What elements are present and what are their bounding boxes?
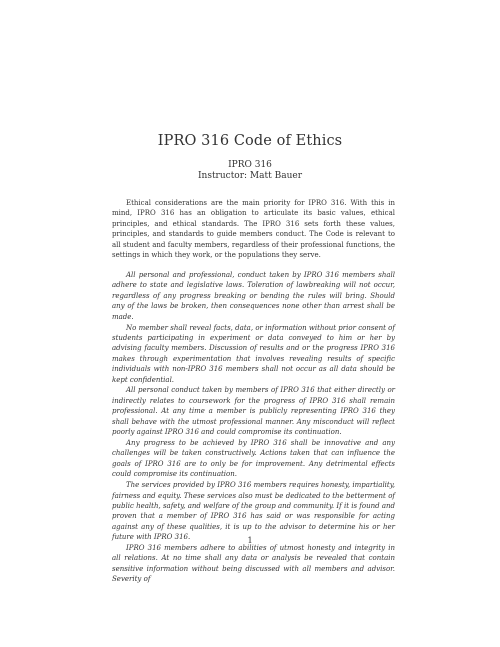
document-title: IPRO 316 Code of Ethics <box>157 133 343 149</box>
intro-section <box>112 198 395 260</box>
clause-professional-conduct: All personal conduct taken by members of IPRO 316 that either directly or indirectly relates to coursework for the progress of IPRO 316 shall remain professional. At any time a member is publicly representing IPRO 316 they shall behave with the utmost professional manner. Any misconduct will reflect poorly against IPRO 316 and could compromise its continuation. <box>112 386 395 437</box>
page-number: 1 <box>247 536 253 545</box>
instructor-name: Instructor: Matt Bauer <box>197 171 303 181</box>
clause-confidentiality: No member shall reveal facts, data, or information without prior consent of students participating in experiment or data conveyed to him or her by advising faculty members. Discussion of results and or the progress IPRO 316 makes through experimentation that involves revealing results of specific individuals with non-IPRO 316 members shall not occur as all data should be kept confidential. <box>112 323 395 384</box>
clause-honesty-integrity: IPRO 316 members adhere to abilities of utmost honesty and integrity in all relations. At no time shall any data or analysis be revealed that contain sensitive information without being discussed with all members and advisor. Severity of <box>112 544 395 584</box>
intro-paragraph: Ethical considerations are the main priority for IPRO 316. With this in mind, IPRO 316 has an obligation to articulate its basic values, ethical principles, and ethical standards. The IPRO 316 sets forth these values, principles, and standards to guide members conduct. The Code is relevant to all student and faculty members, regardless of their professional functions, the settings in which they work, or the populations they serve. <box>112 199 395 260</box>
clause-innovation: Any progress to be achieved by IPRO 316 shall be innovative and any challenges will be taken constructively. Actions taken that can influence the goals of IPRO 316 are to only be for improvement. Any detrimental effects could compromise its continuation. <box>112 439 395 479</box>
clause-service-values: The services provided by IPRO 316 members requires honesty, impartiality, fairness and equity. These services also must be dedicated to the betterment of public health, safety, and welfare of the group and community. If it is found and proven that a member of IPRO 316 has said or was responsible for acting against any of these qualities, it is up to the advisor to determine his or her future with IPRO 316. <box>112 481 395 542</box>
course-info <box>0 160 500 182</box>
clause-law-adherence: All personal and professional, conduct taken by IPRO 316 members shall adhere to state and legislative laws. Toleration of lawbreaking will not occur, regardless of any progress breaking or bending the rules will bring. Should any of the laws be broken, then consequences none other than arrest shall be made. <box>112 271 395 321</box>
course-name: IPRO 316 <box>228 160 272 170</box>
